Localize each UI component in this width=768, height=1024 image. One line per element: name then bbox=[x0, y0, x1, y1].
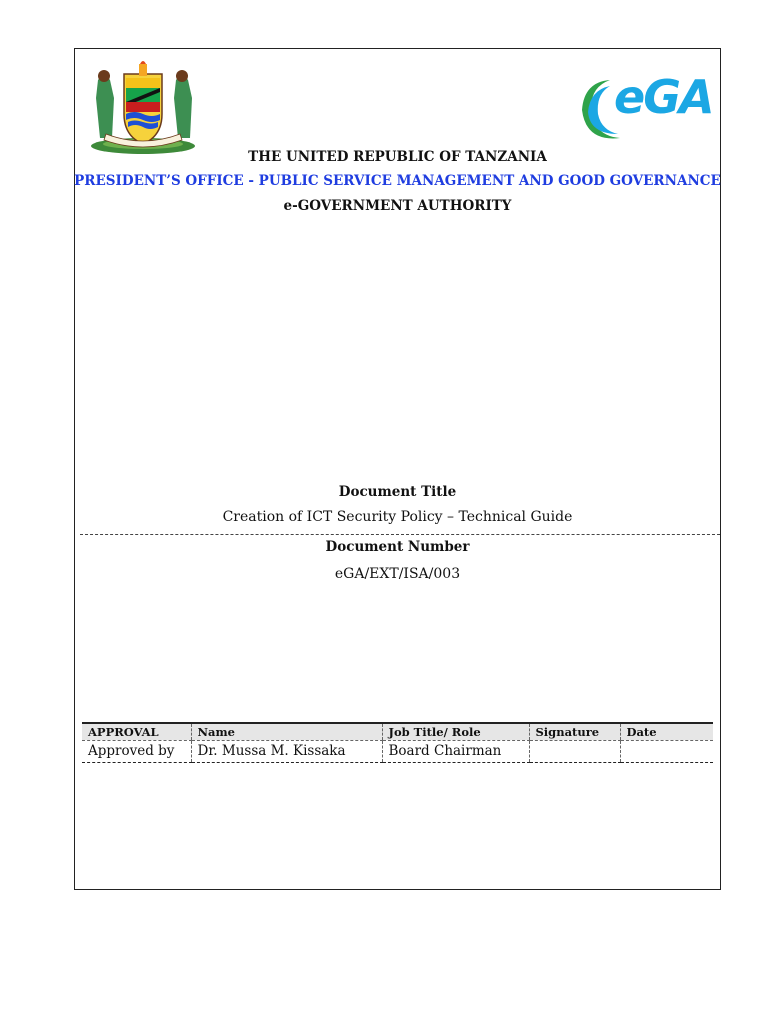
header-signature: Signature bbox=[529, 723, 620, 740]
ega-logo bbox=[574, 70, 718, 144]
authority-heading: e-GOVERNMENT AUTHORITY bbox=[283, 198, 512, 214]
office-heading: PRESIDENT’S OFFICE - PUBLIC SERVICE MANAGEMENT AND GOOD GOVERNANCE bbox=[74, 173, 721, 189]
dashed-divider bbox=[80, 534, 720, 535]
header-name: Name bbox=[191, 723, 382, 740]
coat-of-arms-icon bbox=[84, 60, 202, 160]
document-title-label: Document Title bbox=[338, 484, 457, 500]
document-number: eGA/EXT/ISA/003 bbox=[334, 566, 461, 582]
cell-name: Dr. Mussa M. Kissaka bbox=[191, 740, 382, 762]
country-heading: THE UNITED REPUBLIC OF TANZANIA bbox=[248, 149, 547, 165]
cell-date bbox=[620, 740, 713, 762]
table-row bbox=[82, 740, 713, 762]
header-approval: APPROVAL bbox=[82, 723, 191, 740]
document-title: Creation of ICT Security Policy – Technical Guide bbox=[222, 509, 573, 525]
cell-signature bbox=[529, 740, 620, 762]
cell-approval: Approved by bbox=[82, 740, 191, 762]
header-date: Date bbox=[620, 723, 713, 740]
approval-table bbox=[82, 722, 713, 763]
cell-job-title: Board Chairman bbox=[382, 740, 529, 762]
header-job-title: Job Title/ Role bbox=[382, 723, 529, 740]
document-number-label: Document Number bbox=[325, 539, 470, 555]
ega-logo-text: eGA bbox=[614, 70, 713, 124]
approval-table-header bbox=[82, 723, 713, 740]
